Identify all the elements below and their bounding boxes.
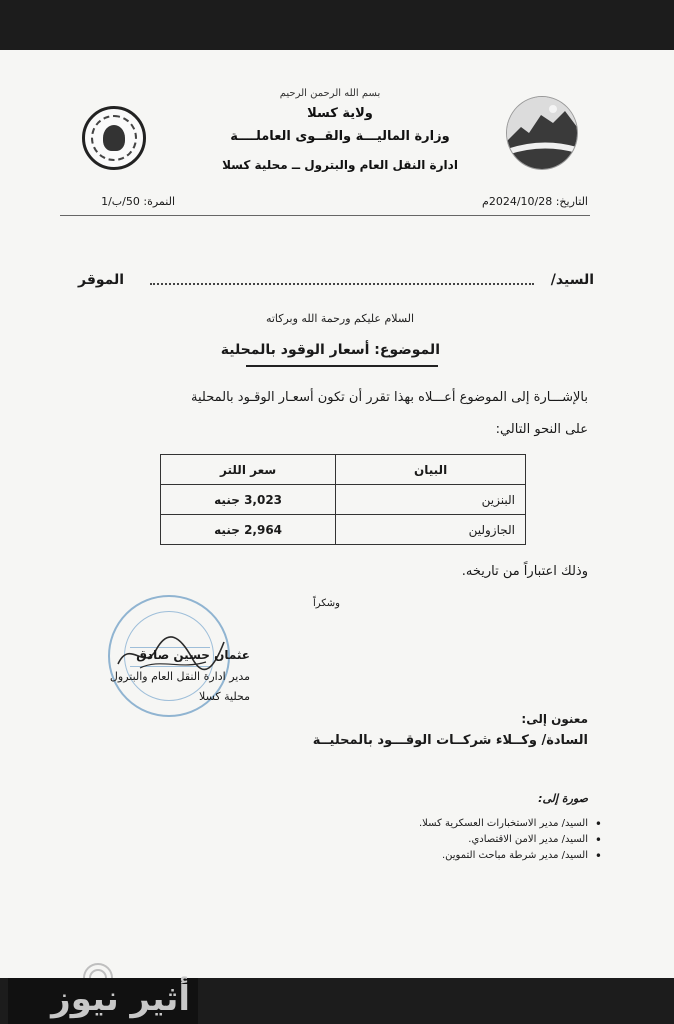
- state-name: ولاية كسلا: [307, 106, 373, 121]
- subject-line: الموضوع: أسعار الوقود بالمحلية: [220, 342, 440, 358]
- letter-page: [0, 50, 674, 978]
- watermark-text: أثير نيوز: [51, 979, 190, 1019]
- list-item: • السيد/ مدير الامن الاقتصادي.: [330, 832, 588, 848]
- thanks-text: وشكراً: [312, 598, 340, 609]
- table-row: [161, 515, 526, 545]
- list-item: • السيد/ مدير شرطة مباحث التموين.: [330, 848, 588, 864]
- addressed-to-value: السادة/ وكــلاء شركــات الوقـــود بالمحليــة: [312, 733, 588, 748]
- signal-waves-icon: [78, 960, 118, 980]
- ministry-name: وزارة الماليـــة والقــوى العاملــــة: [230, 129, 450, 144]
- table-header-row: [161, 455, 526, 485]
- signatory-title: مدير ادارة النقل العام والبترول: [109, 670, 250, 683]
- column-header-item: البيان: [336, 455, 526, 485]
- fuel-price-diesel: 2,964 جنيه: [161, 515, 336, 545]
- government-emblem-icon: [82, 106, 146, 170]
- signatory-locality: محلية كسلا: [199, 690, 250, 703]
- signatory-name: عثمان حسين صادق: [136, 648, 250, 662]
- body-line-1: بالإشـــارة إلى الموضوع أعـــلاه بهذا تقرر أن تكون أسعـار الوقـود بالمحلية: [191, 390, 588, 405]
- addressed-to-label: معنون إلى:: [521, 712, 588, 726]
- kassala-mountain-logo-icon: [506, 96, 578, 170]
- column-header-price: سعر اللتر: [161, 455, 336, 485]
- fuel-price-table: [160, 454, 526, 545]
- addressee-dotted-line: [150, 283, 534, 285]
- fuel-price-petrol: 3,023 جنيه: [161, 485, 336, 515]
- header-divider: [60, 215, 590, 216]
- addressee-title: السيد/: [550, 272, 594, 288]
- greeting: السلام عليكم ورحمة الله وبركاته: [265, 312, 415, 325]
- body-line-2: على النحو التالي:: [495, 422, 588, 437]
- addressee-closing: الموقر: [78, 272, 125, 288]
- copies-label: صورة إلى:: [538, 792, 588, 805]
- fuel-item-petrol: البنزين: [336, 485, 526, 515]
- copies-list: [330, 816, 604, 864]
- basmala: بسم الله الرحمن الرحيم: [279, 88, 381, 99]
- table-row: [161, 485, 526, 515]
- effective-statement: وذلك اعتباراً من تاريخه.: [461, 564, 588, 579]
- subject-underline: [246, 365, 438, 367]
- fuel-item-diesel: الجازولين: [336, 515, 526, 545]
- letter-number: النمرة: 50/ب/1: [101, 195, 175, 208]
- news-watermark: [8, 978, 198, 1024]
- list-item: • السيد/ مدير الاستخبارات العسكرية كسلا.: [330, 816, 588, 832]
- department-name: ادارة النقل العام والبترول ــ محلية كسلا: [222, 158, 458, 172]
- letter-date: التاريخ: 2024/10/28م: [482, 195, 588, 208]
